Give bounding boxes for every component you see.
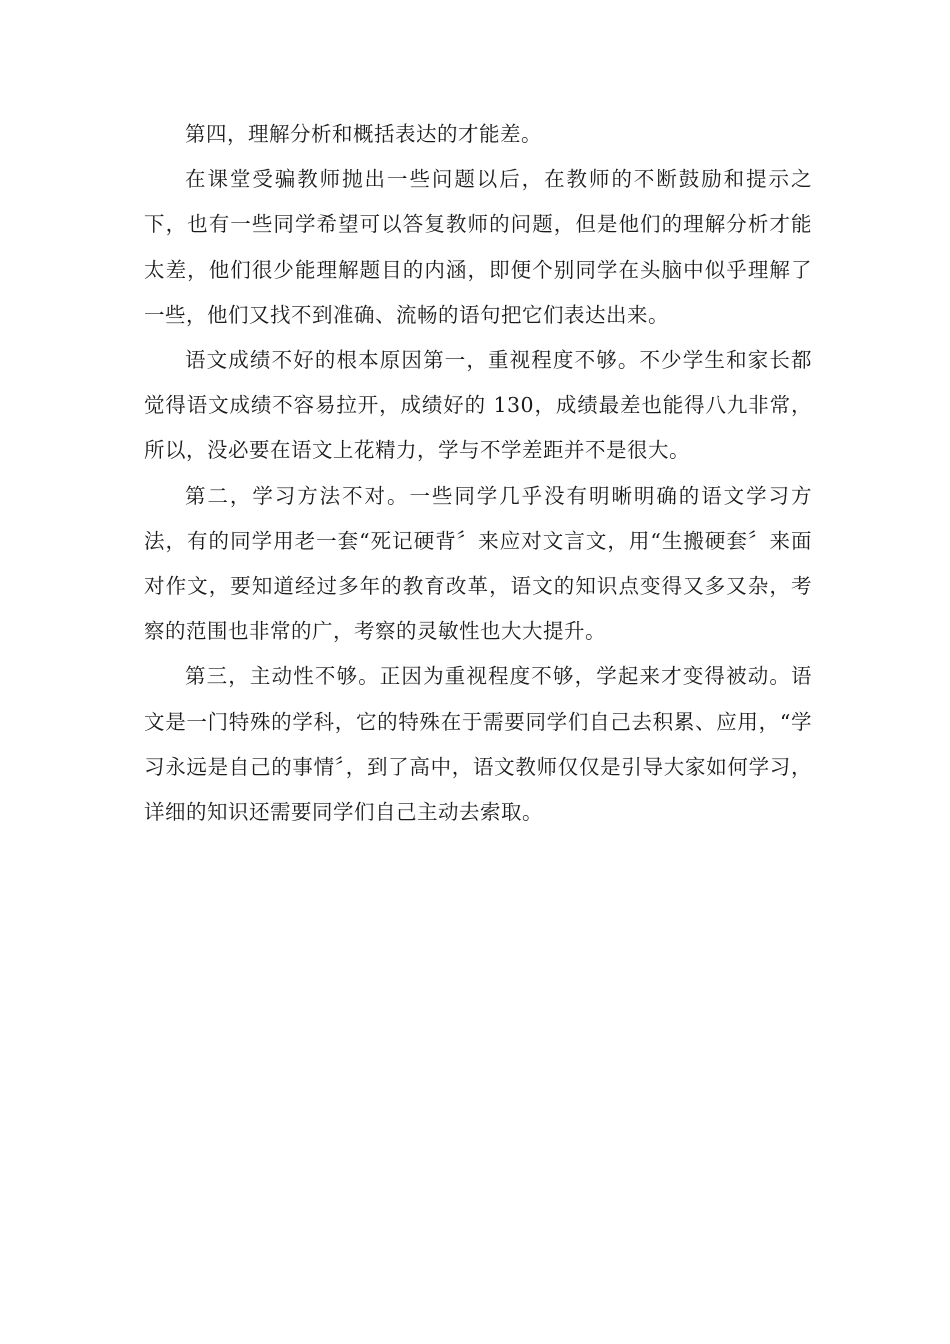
document-body (144, 112, 812, 835)
paragraph-3: 语文成绩不好的根本原因第一，重视程度不够。不少学生和家长都觉得语文成绩不容易拉开，成绩好的 130，成绩最差也能得八九非常，所以，没必要在语文上花精力，学与不学差距并不是很大。 (144, 348, 812, 463)
paragraph-2: 在课堂受骗教师抛出一些问题以后，在教师的不断鼓励和提示之下，也有一些同学希望可以答复教师的问题，但是他们的理解分析才能太差，他们很少能理解题目的内涵，即便个别同学在头脑中似乎理解了一些，他们又找不到准确、流畅的语句把它们表达出来。 (144, 167, 812, 327)
paragraph-1: 第四，理解分析和概括表达的才能差。 (185, 122, 542, 146)
paragraph-5: 第三，主动性不够。正因为重视程度不够，学起来才变得被动。语文是一门特殊的学科，它的特殊在于需要同学们自己去积累、应用，“学习永远是自己的事情〞，到了高中，语文教师仅仅是引导大家如何学习，详细的知识还需要同学们自己主动去索取。 (144, 664, 812, 825)
paragraph-4: 第二，学习方法不对。一些同学几乎没有明晰明确的语文学习方法，有的同学用老一套“死记硬背〞来应对文言文，用“生搬硬套〞来面对作文，要知道经过多年的教育改革，语文的知识点变得又多又杂，考察的范围也非常的广，考察的灵敏性也大大提升。 (144, 483, 812, 644)
